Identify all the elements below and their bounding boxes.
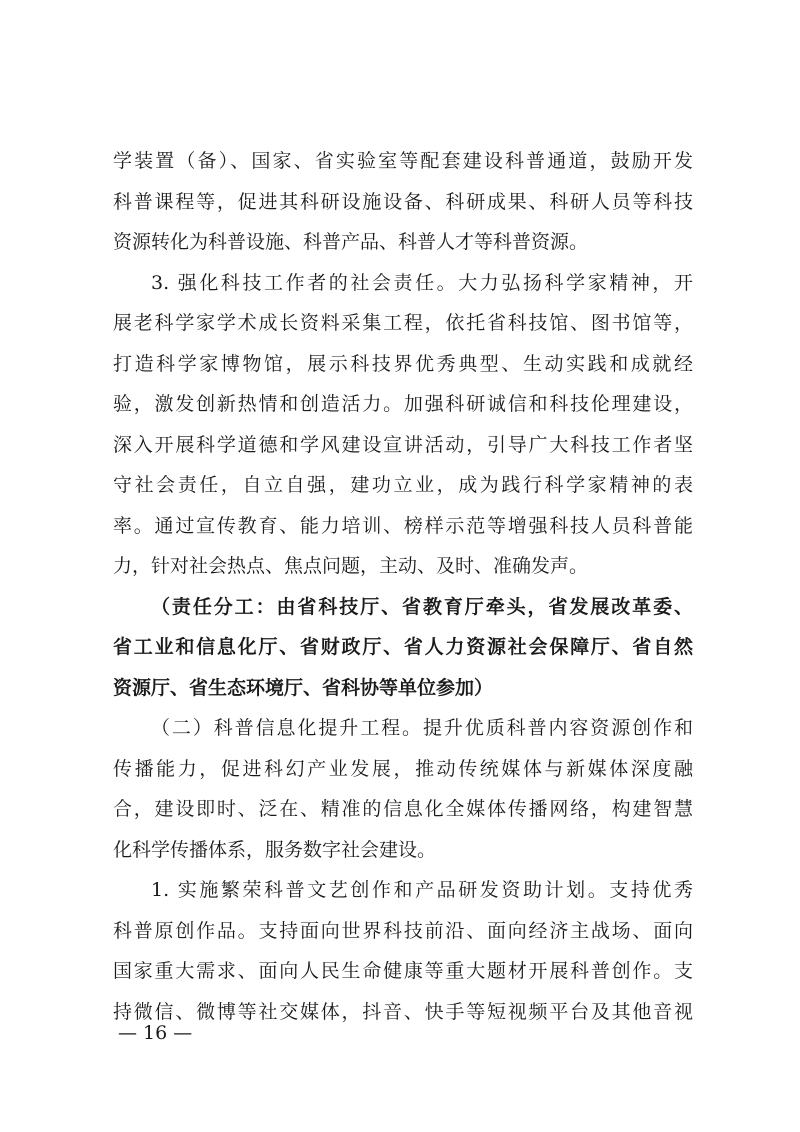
text-line: 化科学传播体系，服务数字社会建设。	[113, 839, 437, 861]
text-line: 资源厅、省生态环境厅、省科协等单位参加）	[113, 677, 494, 699]
text-line: 打造科学家博物馆，展示科技界优秀典型、生动实践和成就经	[113, 353, 693, 375]
text-line: 力，针对社会热点、焦点问题，主动、及时、准确发声。	[113, 555, 589, 577]
text-line: 展老科学家学术成长资料采集工程，依托省科技馆、图书馆等，	[113, 312, 693, 334]
text-line: 学装置（备）、国家、省实验室等配套建设科普通道，鼓励开发	[113, 150, 693, 172]
text-line: 深入开展科学道德和学风建设宣讲活动，引导广大科技工作者坚	[113, 434, 693, 456]
text-line: 国家重大需求、面向人民生命健康等重大题材开展科普创作。支	[113, 960, 693, 982]
page-number: — 16 —	[118, 1022, 193, 1044]
text-line: 传播能力，促进科幻产业发展，推动传统媒体与新媒体深度融	[113, 758, 693, 780]
text-line: （二）科普信息化提升工程。提升优质科普内容资源创作和	[151, 717, 693, 739]
text-line: 1. 实施繁荣科普文艺创作和产品研发资助计划。支持优秀	[151, 879, 693, 901]
text-line: 率。通过宣传教育、能力培训、榜样示范等增强科技人员科普能	[113, 515, 693, 537]
text-line: 3. 强化科技工作者的社会责任。大力弘扬科学家精神，开	[151, 272, 693, 294]
text-line: 合，建设即时、泛在、精准的信息化全媒体传播网络，构建智慧	[113, 798, 693, 820]
text-line: 省工业和信息化厅、省财政厅、省人力资源社会保障厅、省自然	[113, 636, 693, 658]
text-line: 验，激发创新热情和创造活力。加强科研诚信和科技伦理建设，	[113, 393, 693, 415]
text-line: 资源转化为科普设施、科普产品、科普人才等科普资源。	[113, 231, 589, 253]
text-line: 持微信、微博等社交媒体，抖音、快手等短视频平台及其他音视	[113, 1001, 693, 1023]
text-line: 科普原创作品。支持面向世界科技前沿、面向经济主战场、面向	[113, 920, 693, 942]
text-line: 守社会责任，自立自强，建功立业，成为践行科学家精神的表	[113, 474, 693, 496]
text-line: （责任分工：由省科技厅、省教育厅牵头，省发展改革委、	[151, 596, 693, 618]
text-line: 科普课程等，促进其科研设施设备、科研成果、科研人员等科技	[113, 191, 693, 213]
